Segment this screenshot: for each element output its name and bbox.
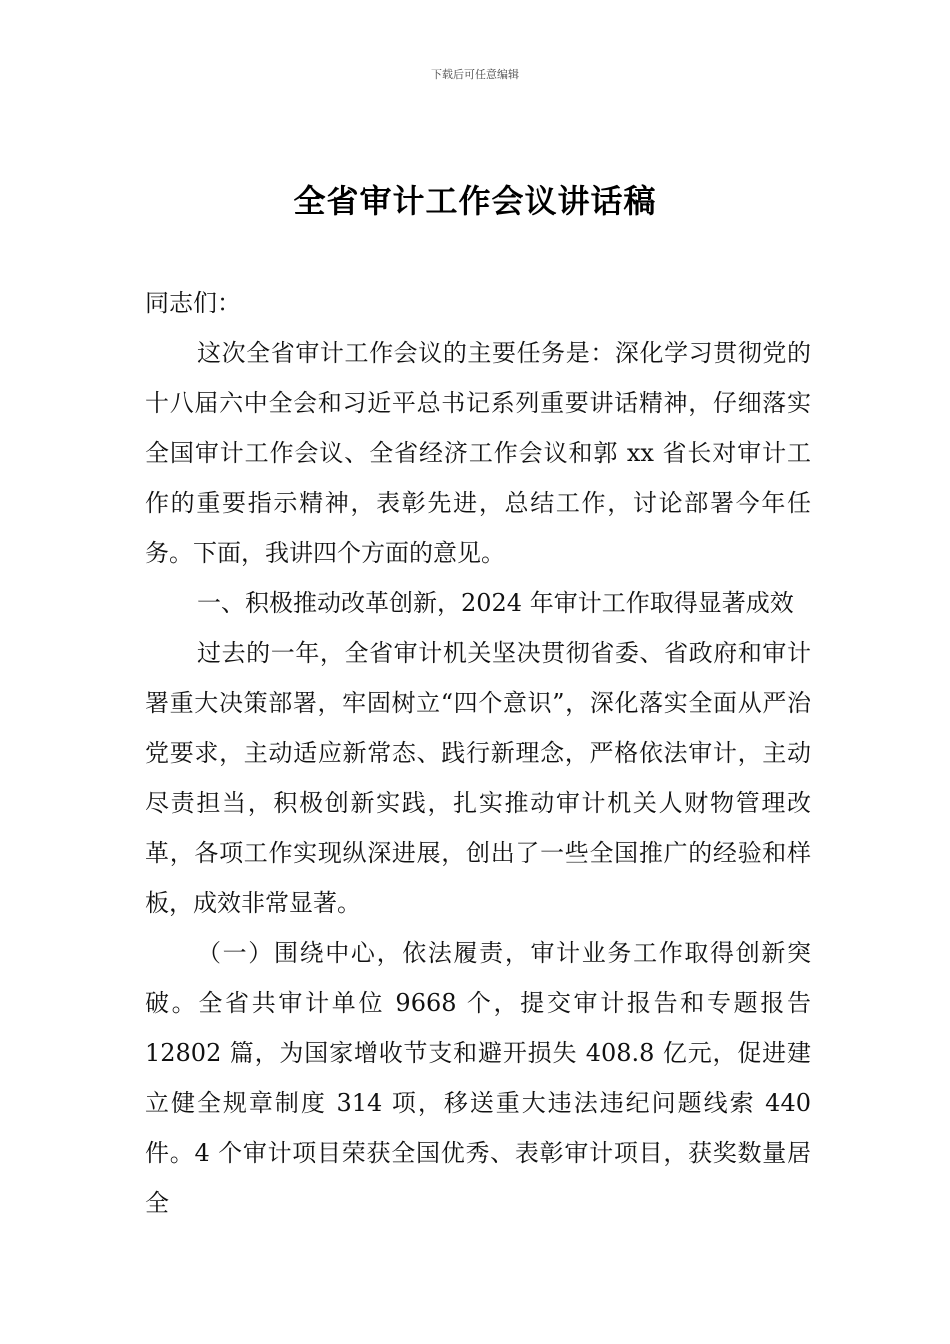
- paragraph-subsection-1: （一）围绕中心，依法履责，审计业务工作取得创新突破。全省共审计单位 9668 个，提交审计报告和专题报告 12802 篇，为国家增收节支和避开损失 408.8 亿元，促进建立健全规章制度 314 项，移送重大违法违纪问题线索 440 件。4 个审计项目荣获全国优秀、表彰审计项目，获奖数量居全: [145, 939, 811, 1217]
- header-note: 下载后可任意编辑: [431, 68, 519, 81]
- paragraph-review: 过去的一年，全省审计机关坚决贯彻省委、省政府和审计署重大决策部署，牢固树立“四个意识”，深化落实全面从严治党要求，主动适应新常态、践行新理念，严格依法审计，主动尽责担当，积极创新实践，扎实推动审计机关人财物管理改革，各项工作实现纵深进展，创出了一些全国推广的经验和样板，成效非常显著。: [145, 639, 811, 917]
- document-body: [145, 278, 811, 1228]
- page-title: 全省审计工作会议讲话稿: [293, 182, 657, 220]
- paragraph-intro: 这次全省审计工作会议的主要任务是：深化学习贯彻党的十八届六中全会和习近平总书记系列重要讲话精神，仔细落实全国审计工作会议、全省经济工作会议和郭 xx 省长对审计工作的重要指示精神，表彰先进，总结工作，讨论部署今年任务。下面，我讲四个方面的意见。: [145, 339, 811, 567]
- salutation: 同志们：: [145, 289, 241, 317]
- section-heading-1: 一、积极推动改革创新，2024 年审计工作取得显著成效: [197, 589, 794, 617]
